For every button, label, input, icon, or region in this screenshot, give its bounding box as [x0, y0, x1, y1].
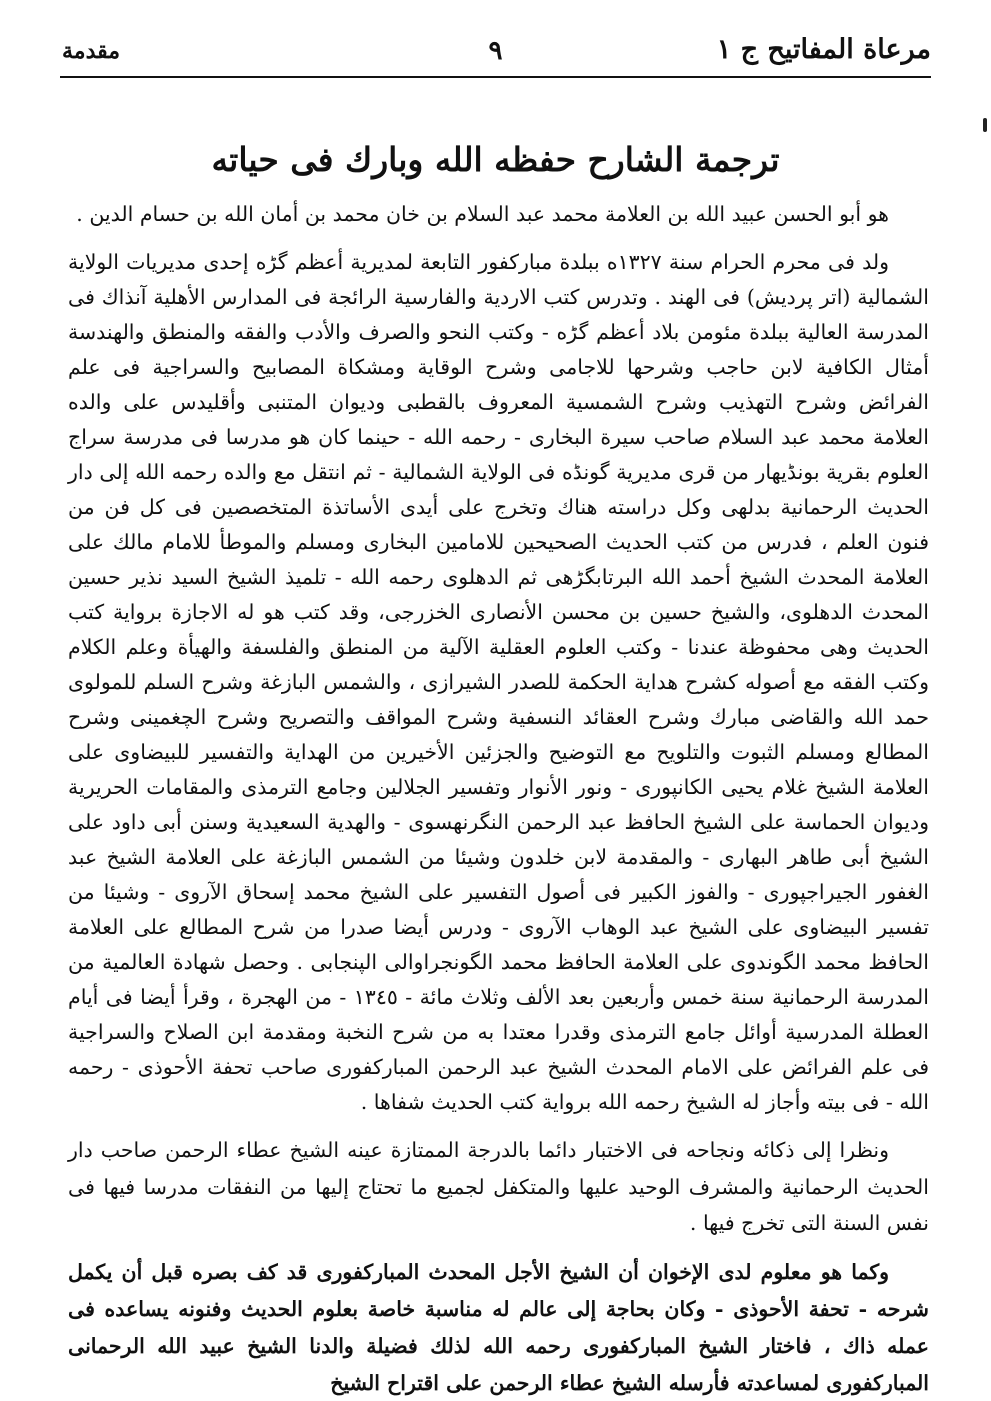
- section-name: مقدمة: [62, 38, 121, 64]
- page-number: ٩: [488, 36, 503, 66]
- paragraph-tuhfa: وكما هو معلوم لدى الإخوان أن الشيخ الأجل المحدث المباركفورى قد كف بصره قبل أن يكمل شرحه - تحفة الأحوذى - وكان بحاجة إلى عالم له مناسبة خاصة بعلوم الحديث وفنونه يساعده فى عمله ذاك ، فاختار الشيخ المباركفورى رحمه الله لذلك فضيلة والدنا الشيخ عبيد الله الرحمانى المباركفورى لمساعدته فأرسله الشيخ عطاء الرحمن على اقتراح الشيخ: [68, 1260, 929, 1395]
- paragraph-lineage: هو أبو الحسن عبيد الله بن العلامة محمد عبد السلام بن خان محمد بن أمان الله بن حسام الدين .: [76, 202, 889, 226]
- chapter-title: ترجمة الشارح حفظه الله وبارك فى حياته: [211, 140, 780, 180]
- edge-mark: [983, 118, 987, 132]
- running-header: [60, 30, 931, 74]
- paragraph-education: ولد فى محرم الحرام سنة ١٣٢٧ه ببلدة مباركفور التابعة لمديرية أعظم گڑه إحدى مديريات الولاية الشمالية (اتر پرديش) فى الهند . وتدرس كتب الاردية والفارسية الرائجة فى المدارس الأهلية آنذاك فى المدرسة العالية ببلدة مئومن بلاد أعظم گڑه - وكتب النحو والصرف والأدب والفقه والمنطق والهندسة أمثال الكافية لابن حاجب وشرحها للاجامى وشرح الوقاية ومشكاة المصابيح والسراجية فى علم الفرائض وشرح التهذيب وشرح الشمسية المعروف بالقطبى وديوان المتنبى وأقليدس على والده العلامة محمد عبد السلام صاحب سيرة البخارى - رحمه الله - حينما كان هو مدرسا فى مدرسة سراج العلوم بقرية بونڈيهار من قرى مديرية گونڈه فى الولاية الشمالية - ثم انتقل مع والده رحمه الله إلى دار الحديث الرحمانية بدلهى وكل دراسته هناك وتخرج على أيدى الأساتذة المتخصصين فى كل فن من فنون العلم ، فدرس من كتب الحديث الصحيحين للامامين البخارى ومسلم والموطأ للامام مالك على العلامة المحدث الشيخ أحمد الله البرتابگڑهى ثم الدهلوى رحمه الله - تلميذ الشيخ السيد نذير حسين المحدث الدهلوى، والشيخ حسين بن محسن الأنصارى الخزرجى، وقد كتب هو له الاجازة برواية كتب الحديث وهى محفوظة عندنا - وكتب العلوم العقلية الآلية من المنطق والفلسفة والهيأة وعلم الكلام وكتب الفقه مع أصوله كشرح هداية الحكمة للصدر الشيرازى ، والشمس البازغة وشرح السلم للمولوى حمد الله والقاضى مبارك وشرح العقائد النسفية وشرح المواقف والتصريح وشرح الچغمينى وشرح المطالع ومسلم الثبوت والتلويح مع التوضيح والجزئين الأخيرين من الهداية والتفسير للبيضاوى على العلامة الشيخ غلام يحيى الكانپورى - ونور الأنوار وتفسير الجلالين وجامع الترمذى والمقامات الحريرية وديوان الحماسة على الشيخ الحافظ عبد الرحمن النگرنهسوى - والهدية السعيدية وسنن أبى داود على الشيخ أبى طاهر البهارى - والمقدمة لابن خلدون وشيئا من الشمس البازغة على العلامة الشيخ عبد الغفور الجيراجپورى - والفوز الكبير فى أصول التفسير على الشيخ محمد إسحاق الآروى - وشيئا من تفسير البيضاوى على الشيخ عبد الوهاب الآروى - ودرس أيضا صدرا من شرح المطالع على العلامة الحافظ محمد الگوندوى على العلامة الحافظ محمد الگونجراوالى الپنجابى . وحصل شهادة العالمية من المدرسة الرحمانية سنة خمس وأربعين بعد الألف وثلاث مائة - ١٣٤٥ - من الهجرة ، وقرأ أيضا فى أيام العطلة المدرسية أوائل جامع الترمذى وقدرا معتدا به من شرح النخبة ومقدمة ابن الصلاح والسراجية فى علم الفرائض على الامام المحدث الشيخ عبد الرحمن المباركفورى صاحب تحفة الأحوذى - رحمه الله - فى بيته وأجاز له الشيخ رحمه الله برواية كتب الحديث شفاها .: [68, 249, 930, 1114]
- paragraph-teaching: ونظرا إلى ذكائه ونجاحه فى الاختبار دائما بالدرجة الممتازة عينه الشيخ عطاء الرحمن صاحب دار الحديث الرحمانية والمشرف الوحيد عليها والمتكفل لجميع ما تحتاج إليها من النفقات مدرسا فيها فى نفس السنة التى تخرج فيها .: [68, 1137, 929, 1236]
- header-rule: [60, 76, 931, 78]
- book-title: مرعاة المفاتيح ج ١: [716, 34, 931, 65]
- body-text: [68, 196, 929, 1401]
